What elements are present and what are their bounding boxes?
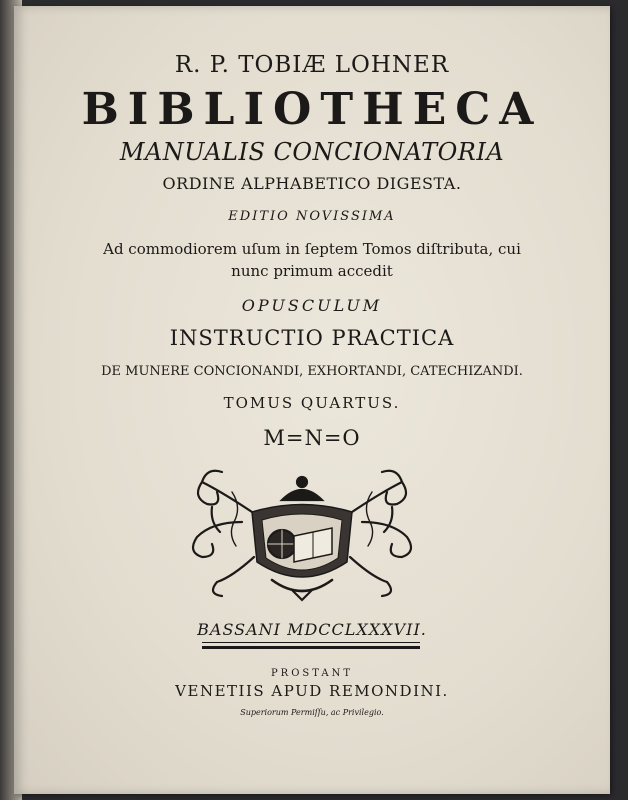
opusculum-line: OPUSCULUM xyxy=(241,296,383,315)
description-line-2: nunc primum accedit xyxy=(231,262,393,280)
author-line: R. P. TOBIÆ LOHNER xyxy=(174,52,450,78)
volume-letters: M=N=O xyxy=(263,426,361,450)
edition-line: EDITIO NOVISSIMA xyxy=(228,209,396,224)
volume-line: TOMUS QUARTUS. xyxy=(223,394,401,412)
privilege-line: Superiorum Permiſſu, ac Privilegio. xyxy=(240,708,384,717)
instructio-line: INSTRUCTIO PRACTICA xyxy=(169,326,455,350)
book-subtitle: MANUALIS CONCIONATORIA xyxy=(119,138,505,166)
imprint-rule-thin xyxy=(202,642,420,643)
imprint-place-date: BASSANI MDCCLXXXVII. xyxy=(197,620,427,639)
de-munere-line: DE MUNERE CONCIONANDI, EXHORTANDI, CATECHIZANDI. xyxy=(101,364,523,379)
printers-ornament-icon xyxy=(182,462,422,602)
publisher-line: VENETIIS APUD REMONDINI. xyxy=(175,682,449,700)
prostant-line: PROSTANT xyxy=(270,668,354,679)
ordine-line: ORDINE ALPHABETICO DIGESTA. xyxy=(162,174,462,193)
description-line-1: Ad commodiorem uſum in ſeptem Tomos diſtributa, cui xyxy=(103,240,521,258)
title-page xyxy=(14,6,610,794)
imprint-rule-thick xyxy=(202,646,420,649)
book-title: BIBLIOTHECA xyxy=(81,84,543,135)
